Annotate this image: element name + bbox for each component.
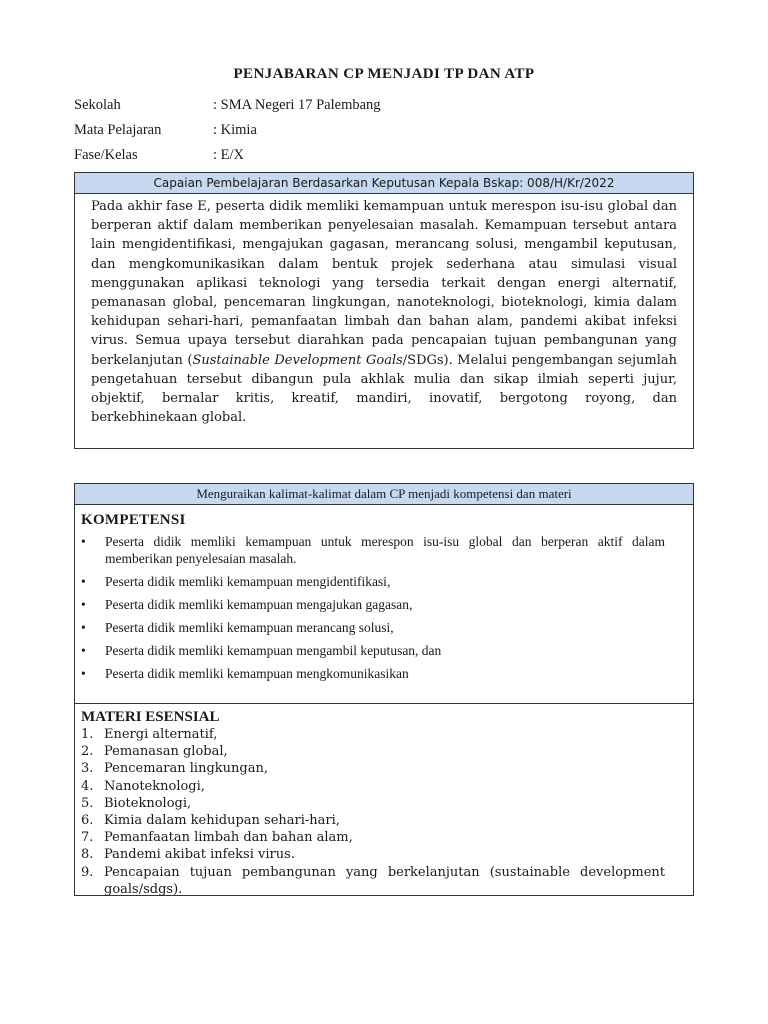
- kompetensi-header: Menguraikan kalimat-kalimat dalam CP menjadi kompetensi dan materi: [75, 484, 693, 505]
- cp-header: Capaian Pembelajaran Berdasarkan Keputusan Kepala Bskap: 008/H/Kr/2022: [75, 173, 693, 194]
- bullet-icon: •: [81, 597, 86, 612]
- bullet-icon: •: [81, 643, 86, 658]
- bullet-icon: •: [81, 620, 86, 635]
- list-item: [75, 760, 665, 777]
- list-item: [75, 533, 665, 567]
- list-item: [75, 573, 665, 590]
- kompetensi-item-text: Peserta didik memliki kemampuan untuk merespon isu-isu global dan berperan aktif dalam memberikan penyelesaian masalah.: [105, 534, 665, 566]
- bullet-icon: •: [81, 666, 86, 681]
- materi-item-text: Pencemaran lingkungan,: [104, 761, 268, 777]
- kompetensi-item-text: Peserta didik memliki kemampuan mengajukan gagasan,: [105, 597, 413, 612]
- meta-label: Sekolah: [74, 97, 121, 113]
- materi-item-text: Nanoteknologi,: [104, 778, 205, 794]
- item-number: 8.: [81, 847, 94, 863]
- meta-value: : Kimia: [213, 122, 257, 138]
- list-item: [75, 846, 665, 863]
- list-item: [75, 812, 665, 829]
- bullet-icon: •: [81, 574, 86, 589]
- kompetensi-title: KOMPETENSI: [81, 512, 186, 528]
- materi-item-text: Pandemi akibat infeksi virus.: [104, 847, 295, 863]
- list-item: [75, 596, 665, 613]
- document-title: PENJABARAN CP MENJADI TP DAN ATP: [233, 66, 535, 82]
- list-item: [75, 778, 665, 795]
- materi-item-text: Kimia dalam kehidupan sehari-hari,: [104, 813, 340, 829]
- item-number: 1.: [81, 727, 94, 742]
- materi-item-text: Pemanfaatan limbah dan bahan alam,: [104, 830, 353, 846]
- kompetensi-item-text: Peserta didik memliki kemampuan mengkomunikasikan: [105, 666, 409, 681]
- list-item: [75, 743, 665, 760]
- materi-item-text: Pemanasan global,: [104, 744, 228, 760]
- section-divider: [75, 703, 693, 704]
- cp-text-part: /SDGs). Melalui pengembangan sejumlah pengetahuan tersebut dibangun pula akhlak mulia dan sikap ilmiah seperti jujur, objektif, bernalar kritis, kreatif, mandiri, inovatif, bergotong royong, dan berkebhinekaan global.: [91, 352, 677, 426]
- item-number: 7.: [81, 830, 94, 846]
- materi-list: [75, 726, 693, 898]
- bullet-icon: •: [81, 534, 86, 549]
- list-item: [75, 829, 665, 846]
- cp-table: [74, 172, 694, 449]
- kompetensi-table: [74, 483, 694, 896]
- list-item: [75, 665, 665, 682]
- materi-item-text: Energi alternatif,: [104, 727, 218, 742]
- kompetensi-item-text: Peserta didik memliki kemampuan mengambil keputusan, dan: [105, 643, 442, 658]
- item-number: 3.: [81, 761, 94, 777]
- list-item: [75, 864, 665, 898]
- item-number: 9.: [81, 864, 94, 880]
- item-number: 5.: [81, 795, 94, 811]
- materi-item-text: Bioteknologi,: [104, 795, 192, 811]
- kompetensi-item-text: Peserta didik memliki kemampuan merancang solusi,: [105, 620, 394, 635]
- item-number: 6.: [81, 813, 94, 829]
- list-item: [75, 726, 665, 743]
- meta-label: Mata Pelajaran: [74, 122, 162, 138]
- materi-section: [75, 708, 693, 898]
- cp-paragraph: [75, 194, 693, 427]
- list-item: [75, 642, 665, 659]
- meta-label: Fase/Kelas: [74, 147, 138, 163]
- cp-text-italic: Sustainable Development Goals: [192, 352, 403, 368]
- kompetensi-item-text: Peserta didik memliki kemampuan mengidentifikasi,: [105, 574, 391, 589]
- meta-value: : E/X: [213, 147, 245, 163]
- kompetensi-list: [75, 533, 693, 682]
- list-item: [75, 795, 665, 812]
- list-item: [75, 619, 665, 636]
- item-number: 2.: [81, 744, 94, 760]
- item-number: 4.: [81, 778, 94, 794]
- materi-item-text: Pencapaian tujuan pembangunan yang berkelanjutan (sustainable development goals/sdgs).: [104, 864, 665, 897]
- materi-title: MATERI ESENSIAL: [81, 709, 220, 725]
- cp-text-part: Pada akhir fase E, peserta didik memliki kemampuan untuk merespon isu-isu global dan berperan aktif dalam memberikan penyelesaian masalah. Kemampuan tersebut antara lain mengidentifikasi, mengajukan gagasan, merancang solusi, mengambil keputusan, dan mengkomunikasikan dalam bentuk projek sederhana atau simulasi visual menggunakan aplikasi teknologi yang tersedia terkait dengan energi alternatif, pemanasan global, pencemaran lingkungan, nanoteknologi, bioteknologi, kimia dalam kehidupan sehari-hari, pemanfaatan limbah dan bahan alam, pandemi akibat infeksi virus. Semua upaya tersebut diarahkan pada pencapaian tujuan pembangunan yang berkelanjutan (: [91, 199, 677, 368]
- meta-value: : SMA Negeri 17 Palembang: [213, 97, 381, 113]
